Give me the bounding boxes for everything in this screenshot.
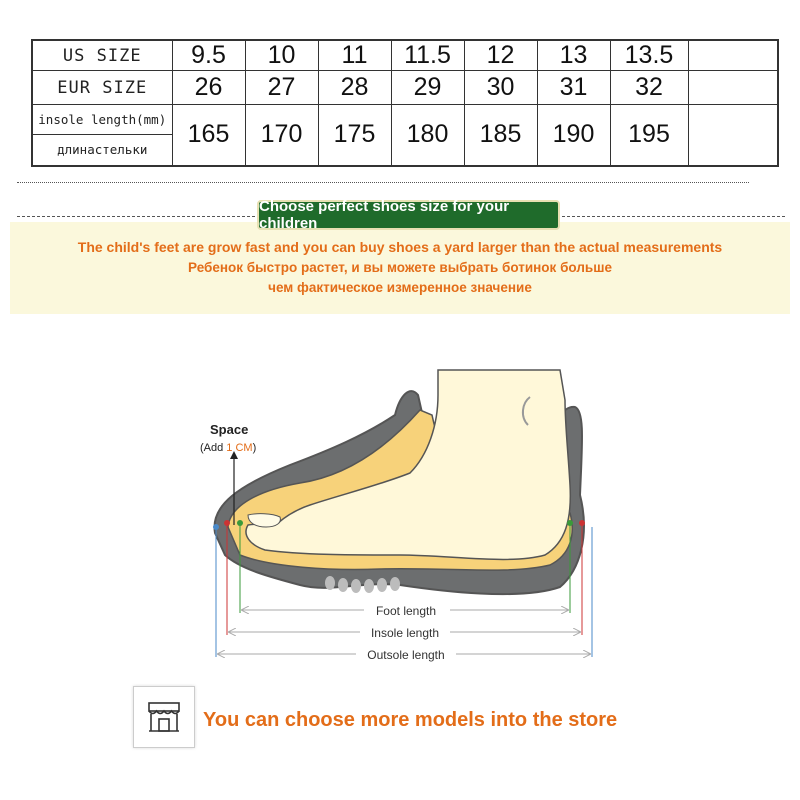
- eur-size-cell: 26: [172, 71, 245, 105]
- banner-line-en: The child's feet are grow fast and you can buy shoes a yard larger than the actual measurements: [77, 239, 723, 255]
- banner-line-ru-2: чем фактическое измеренное значение: [268, 280, 532, 295]
- us-size-cell: 11.5: [391, 40, 464, 71]
- insole-length-label-ru: длинастельки: [57, 142, 148, 158]
- insole-length-cell: 180: [391, 105, 464, 166]
- outsole-length-label: Outsole length: [367, 648, 445, 662]
- us-size-cell: 11: [318, 40, 391, 71]
- eur-size-cell: 27: [245, 71, 318, 105]
- banner-line-ru-1: Ребенок быстро растет, и вы можете выбрать ботинок больше: [188, 260, 612, 275]
- choose-size-badge: Choose perfect shoes size for your children: [257, 200, 560, 230]
- insole-length-cell: 175: [318, 105, 391, 166]
- size-chart-table: [31, 39, 779, 167]
- space-note: [200, 442, 256, 454]
- us-size-cell: 12: [464, 40, 537, 71]
- us-size-cell: 9.5: [172, 40, 245, 71]
- us-size-row: [32, 40, 778, 71]
- insole-length-cell: 170: [245, 105, 318, 166]
- store-link-button[interactable]: [133, 686, 195, 748]
- dotted-divider: [17, 182, 749, 183]
- toe-dot-red: [224, 520, 230, 526]
- heel-dot-red: [579, 520, 585, 526]
- toe-dot-green: [237, 520, 243, 526]
- us-size-cell: 13: [537, 40, 610, 71]
- toe-dot-blue: [213, 524, 219, 530]
- us-size-label: US SIZE: [32, 40, 172, 71]
- space-note-close: ): [252, 442, 257, 454]
- space-note-open: (Add: [200, 442, 227, 454]
- insole-length-label: Insole length: [370, 626, 440, 640]
- heel-dot-green: [567, 520, 573, 526]
- eur-size-cell: 31: [537, 71, 610, 105]
- space-note-value: 1 CM: [226, 442, 253, 454]
- shoe-measurement-diagram: [180, 355, 620, 675]
- us-size-cell: 10: [245, 40, 318, 71]
- eur-size-cell: 30: [464, 71, 537, 105]
- eur-size-cell: 32: [610, 71, 688, 105]
- eur-size-row: [32, 71, 778, 105]
- insole-length-cell: 185: [464, 105, 537, 166]
- insole-length-cell: 165: [172, 105, 245, 166]
- eur-size-cell: 29: [391, 71, 464, 105]
- store-link-text[interactable]: You can choose more models into the store: [203, 709, 618, 731]
- storefront-icon: [146, 701, 182, 733]
- eur-size-cell: [688, 71, 778, 105]
- insole-length-cell: 190: [537, 105, 610, 166]
- insole-length-label: [32, 105, 172, 166]
- insole-length-label-en: insole length(mm): [33, 105, 172, 135]
- eur-size-cell: 28: [318, 71, 391, 105]
- foot-length-label: Foot length: [375, 604, 437, 618]
- insole-length-cell: [688, 105, 778, 166]
- eur-size-label: EUR SIZE: [32, 71, 172, 105]
- us-size-cell: 13.5: [610, 40, 688, 71]
- space-title: Space: [210, 422, 249, 437]
- us-size-cell: [688, 40, 778, 71]
- insole-length-cell: 195: [610, 105, 688, 166]
- insole-length-row: [32, 105, 778, 166]
